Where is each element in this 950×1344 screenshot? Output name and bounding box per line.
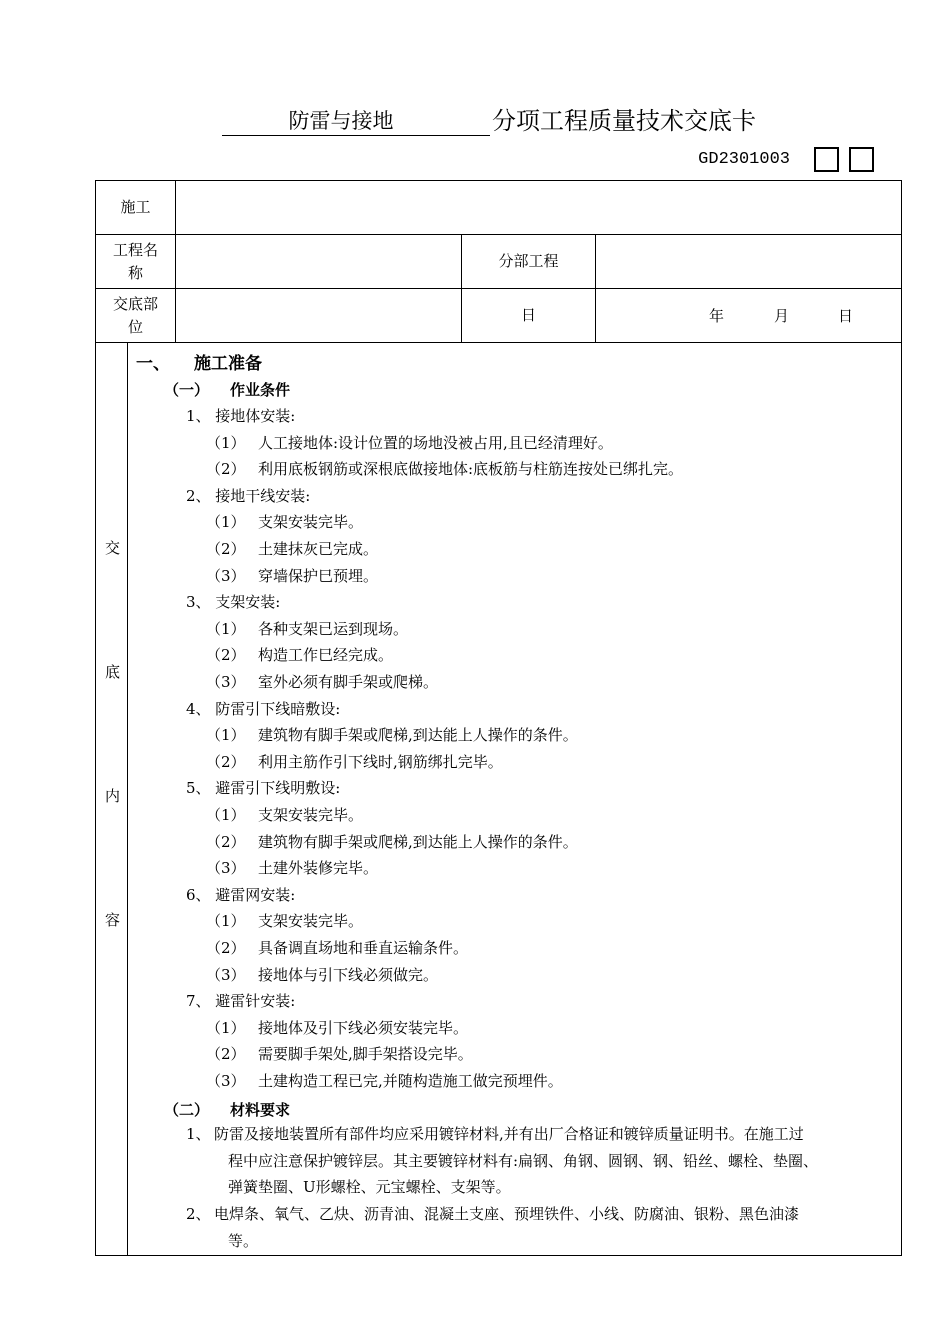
title-topic: 防雷与接地 (222, 106, 490, 136)
sub2-heading: 材料要求 (230, 1100, 291, 1119)
condition-sub-num: （2） (206, 1045, 246, 1064)
condition-sub-num: （2） (206, 646, 246, 665)
condition-sub-num: （1） (206, 806, 246, 824)
condition-sub-text: 利用主筋作引下线时,钢筋绑扎完毕。 (258, 752, 503, 771)
location-label: 交底部位 (96, 289, 176, 343)
condition-sub-text: 各种支架已运到现场。 (258, 619, 409, 638)
condition-item-title: 7、 避雷针安装: (186, 992, 296, 1011)
condition-item-title: 5、 避雷引下线明敷设: (186, 779, 341, 798)
sub2-num: （二） (164, 1100, 210, 1119)
side-char-3: 内 (105, 787, 121, 805)
condition-sub-text: 具备调直场地和垂直运输条件。 (258, 939, 469, 957)
construction-field[interactable] (176, 181, 902, 235)
condition-sub-num: （1） (206, 619, 246, 638)
condition-sub-text: 构造工作巳经完成。 (258, 646, 394, 665)
material-text-line: 电焊条、氧气、乙炔、沥青油、混凝土支座、预埋铁件、小线、防腐油、银粉、黑色油漆 (214, 1205, 800, 1223)
condition-item-title: 1、 接地体安装: (186, 407, 296, 425)
condition-sub-num: （1） (206, 433, 246, 452)
condition-item-title: 3、 支架安装: (186, 593, 281, 612)
condition-sub-text: 室外必须有脚手架或爬梯。 (258, 673, 439, 691)
condition-sub-num: （2） (206, 540, 246, 558)
title-row (0, 106, 950, 140)
condition-sub-text: 建筑物有脚手架或爬梯,到达能上人操作的条件。 (258, 726, 578, 745)
condition-sub-text: 土建抹灰已完成。 (258, 540, 379, 558)
condition-sub-num: （1） (206, 513, 246, 532)
condition-sub-num: （2） (206, 832, 246, 851)
row-location (96, 289, 902, 343)
section-num: 一、 (136, 354, 170, 374)
condition-sub-text: 支架安装完毕。 (258, 513, 364, 532)
row-content (96, 343, 902, 1256)
construction-label: 施工 (96, 181, 176, 235)
material-text-line: 弹簧垫圈、U形螺栓、元宝螺栓、支架等。 (228, 1178, 511, 1197)
condition-sub-num: （3） (206, 1072, 246, 1090)
content-area (128, 343, 901, 1255)
section-heading: 施工准备 (194, 354, 262, 374)
condition-sub-text: 支架安装完毕。 (258, 806, 364, 824)
condition-sub-text: 接地体及引下线必须安装完毕。 (258, 1018, 469, 1037)
condition-sub-text: 建筑物有脚手架或爬梯,到达能上人操作的条件。 (258, 832, 578, 851)
condition-sub-num: （3） (206, 965, 246, 984)
condition-sub-num: （2） (206, 460, 246, 479)
date-label: 日 (462, 289, 596, 343)
row-construction (96, 181, 902, 235)
condition-sub-num: （2） (206, 939, 246, 957)
condition-sub-num: （3） (206, 673, 246, 691)
condition-sub-text: 支架安装完毕。 (258, 912, 364, 931)
condition-sub-text: 接地体与引下线必须做完。 (258, 965, 439, 984)
condition-sub-text: 需要脚手架处,脚手架搭设完毕。 (258, 1045, 473, 1064)
content-side-label (96, 343, 128, 1256)
code-row (698, 146, 874, 172)
material-num: 2、 (186, 1205, 211, 1223)
document-code: GD2301003 (698, 149, 790, 169)
sub-project-field[interactable] (596, 235, 902, 289)
date-month: 月 (774, 307, 790, 325)
date-year: 年 (709, 307, 725, 325)
material-text-line: 防雷及接地装置所有部件均应采用镀锌材料,并有出厂合格证和镀锌质量证明书。在施工过 (214, 1125, 804, 1144)
condition-sub-num: （3） (206, 859, 246, 878)
side-char-2: 底 (105, 663, 121, 681)
condition-sub-num: （1） (206, 726, 246, 745)
checkbox-1[interactable] (814, 147, 839, 172)
sub1-num: （一） (164, 381, 210, 399)
condition-item-title: 6、 避雷网安装: (186, 885, 296, 904)
material-num: 1、 (186, 1125, 211, 1144)
date-field[interactable] (596, 289, 902, 343)
condition-sub-text: 穿墙保护巳预埋。 (258, 566, 379, 585)
side-char-1: 交 (105, 539, 121, 557)
condition-item-title: 2、 接地干线安装: (186, 486, 311, 505)
page-title: 分项工程质量技术交底卡 (492, 107, 756, 135)
material-text-line: 等。 (228, 1231, 259, 1250)
content-body (128, 343, 902, 1256)
condition-sub-num: （3） (206, 566, 246, 585)
checkbox-2[interactable] (849, 147, 874, 172)
condition-sub-num: （1） (206, 1018, 246, 1037)
sub1-heading: 作业条件 (230, 381, 291, 399)
project-name-label: 工程名称 (96, 235, 176, 289)
material-text-line: 程中应注意保护镀锌层。其主要镀锌材料有:扁钢、角钢、圆钢、钢、铅丝、螺栓、垫圈、 (228, 1151, 819, 1170)
condition-sub-num: （2） (206, 752, 246, 771)
location-field[interactable] (176, 289, 462, 343)
disclosure-card-table (95, 180, 902, 1256)
sub-project-label: 分部工程 (462, 235, 596, 289)
condition-sub-text: 土建构造工程已完,并随构造施工做完预埋件。 (258, 1072, 563, 1090)
condition-sub-text: 利用底板钢筋或深根底做接地体:底板筋与柱筋连按处已绑扎完。 (258, 460, 684, 479)
side-char-4: 容 (105, 911, 121, 929)
condition-sub-text: 土建外装修完毕。 (258, 859, 379, 878)
row-project (96, 235, 902, 289)
condition-sub-text: 人工接地体:设计位置的场地没被占用,且已经清理好。 (258, 433, 613, 452)
condition-sub-num: （1） (206, 912, 246, 931)
date-day: 日 (838, 307, 854, 325)
project-name-field[interactable] (176, 235, 462, 289)
condition-item-title: 4、 防雷引下线暗敷设: (186, 699, 341, 718)
